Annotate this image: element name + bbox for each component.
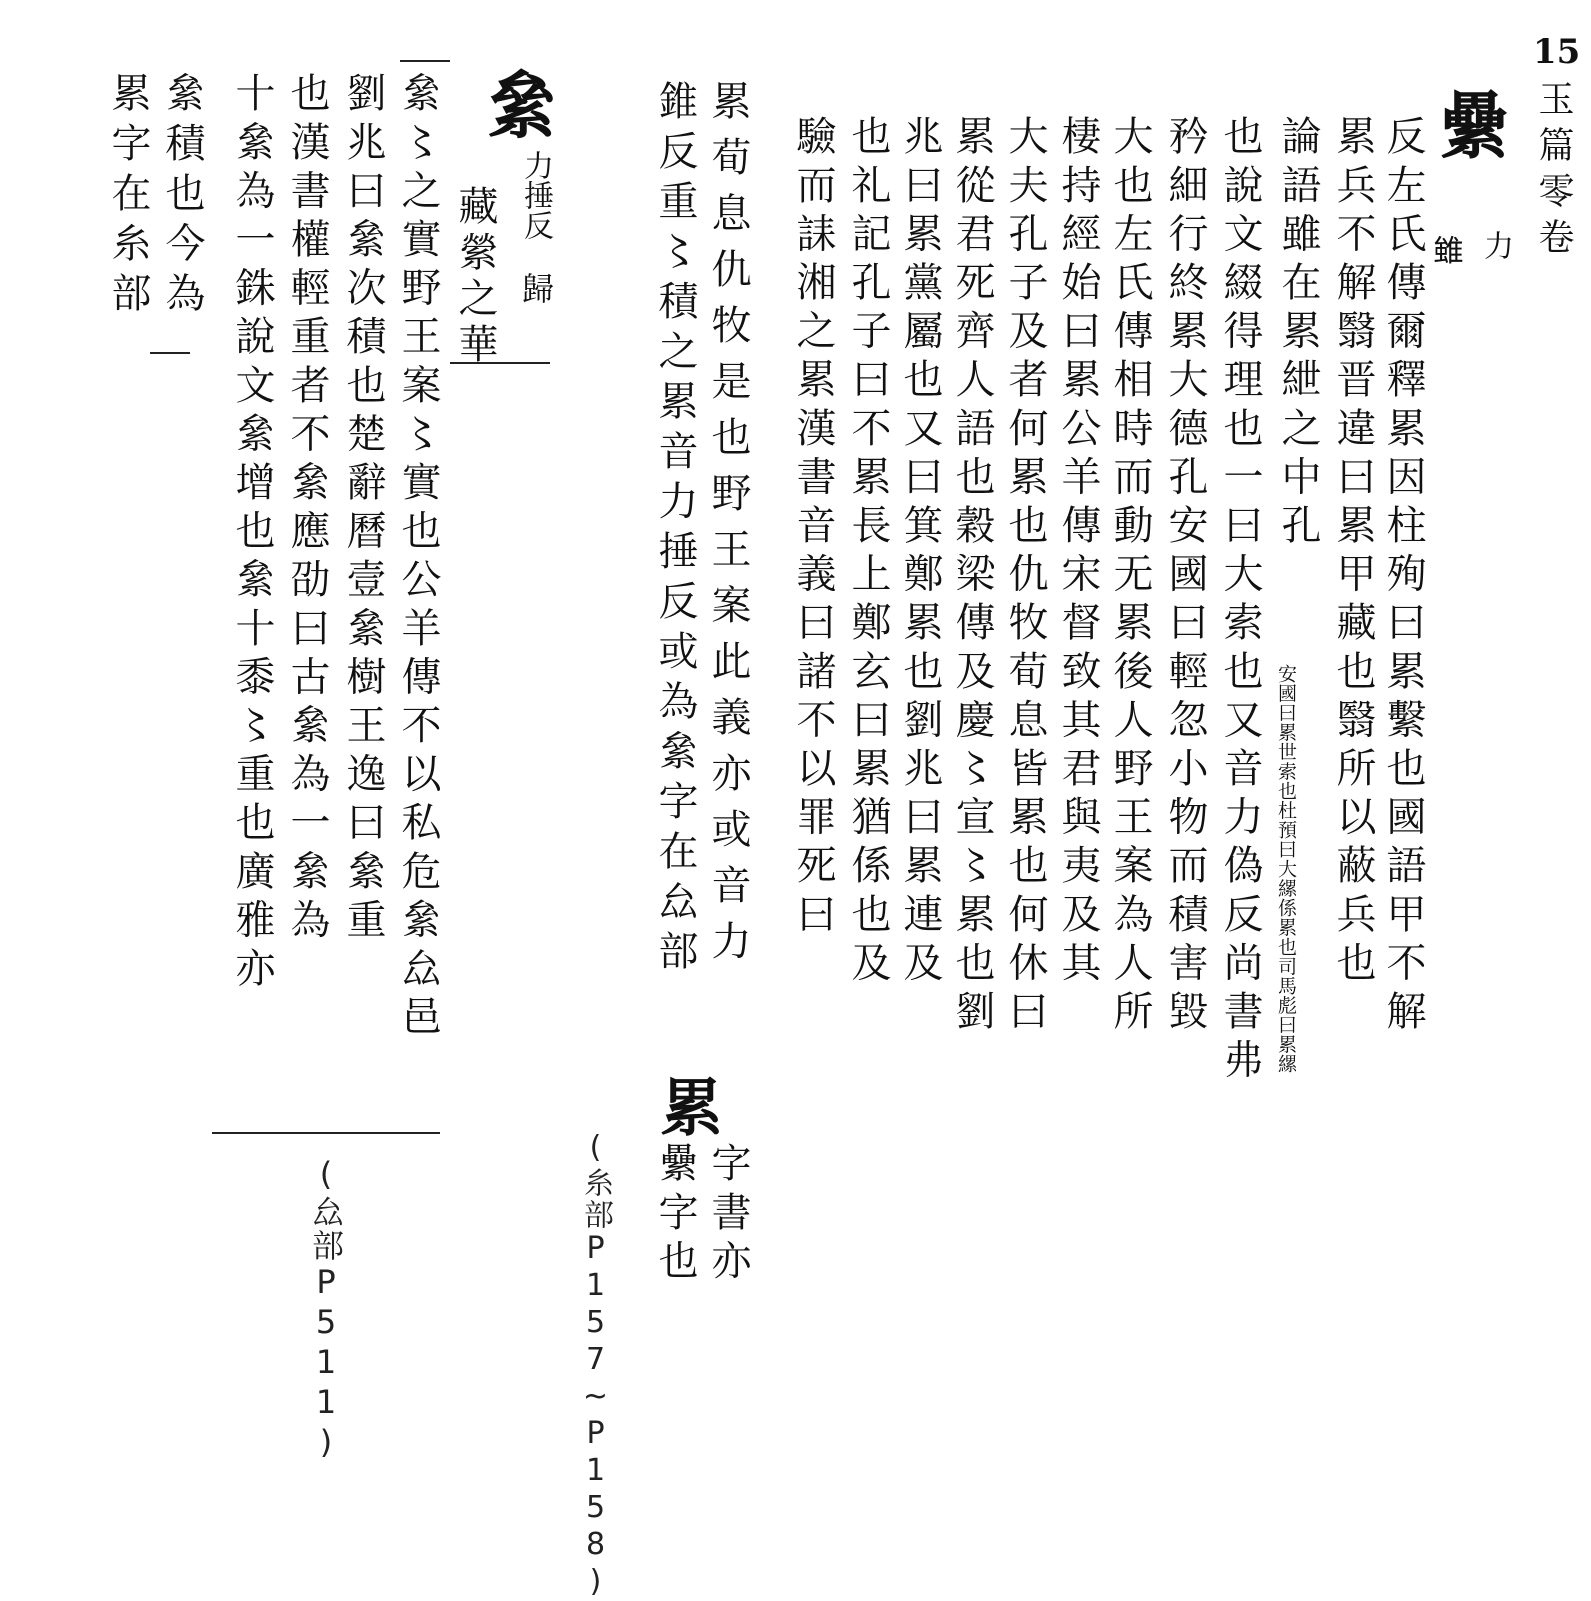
entry1-col-14: 錐反重〻積之累音力捶反或為絫字在厽部	[652, 80, 698, 980]
entry2-col-2: 絫〻之實野王案〻實也公羊傳不以私危絫厽邑	[395, 72, 441, 1044]
entry1-reading-b: 𨿽	[1430, 236, 1465, 266]
entry1-col-2: 累兵不解翳晋違曰累甲藏也翳所以蔽兵也	[1330, 115, 1376, 990]
entry2-col-3: 劉兆曰絫次積也楚辭曆壹絫樹王逸曰絫重	[340, 72, 386, 947]
entry1-col-12: 驗而誄湘之累漢書音義曰諸不以罪死曰	[790, 115, 836, 942]
entry2-col-4: 也漢書權輕重者不絫應劭曰古絫為一絫為	[284, 72, 330, 947]
page-number: 15	[1533, 32, 1581, 72]
entry2-reading: 力捶反	[518, 150, 553, 240]
entry1-col-3: 論語雖在累紲之中孔	[1275, 115, 1321, 553]
page-title: 玉篇零卷	[1533, 80, 1574, 264]
entry1-col-11: 也礼記孔子曰不累長上鄭玄曰累猶係也及	[845, 115, 891, 990]
entry2-col-1: 藏縈之華	[452, 185, 498, 369]
entry2-col-7: 累字在糸部	[105, 72, 151, 322]
entry2-head-char: 絫	[474, 68, 559, 140]
entry1-col-5: 矜細行終累大德孔安國曰輕忽小物而積害毀	[1162, 115, 1208, 1039]
entry1-col-6: 大也左氏傳相時而動无累後人野王案為人所	[1107, 115, 1153, 1039]
entry1-sub-col-2: 纍字也	[652, 1142, 698, 1288]
entry1-col-7: 棲持經始曰累公羊傳宋督致其君與夷及其	[1055, 115, 1101, 990]
entry1-col-13: 累荀息仇牧是也野王案此義亦或音力	[705, 80, 751, 976]
divider-bottom	[212, 1132, 440, 1134]
entry1-sub-col-1: 字書亦	[705, 1142, 751, 1288]
margin-note-2: (厽部P511)	[307, 1155, 345, 1463]
entry2-col-5: 十絫為一銖說文絫增也絫十黍〻重也廣雅亦	[229, 72, 275, 996]
entry2-reading-2: 歸	[517, 272, 555, 304]
entry1-col-4: 也說文綴得理也一曰大索也又音力偽反尚書弗	[1217, 115, 1263, 1087]
entry1-interlinear-note: 安國曰累世索也杜預曰大縲係累也司馬彪曰累縲	[1274, 664, 1297, 1074]
divider-short	[150, 352, 190, 354]
entry1-sub-head-char: 累	[650, 1075, 723, 1137]
entry1-col-10: 兆曰累黨屬也又曰箕鄭累也劉兆曰累連及	[897, 115, 943, 990]
entry1-col-1: 反左氏傳爾釋累因柱殉曰累繫也國語甲不解	[1380, 115, 1426, 1039]
entry2-col-6: 絫積也今為	[159, 72, 205, 322]
margin-note-1: (糸部P157~P158)	[578, 1130, 613, 1601]
entry1-reading-a: 力	[1478, 230, 1513, 260]
entry1-col-9: 累從君死齊人語也穀梁傳及慶〻宣〻累也劉	[949, 115, 995, 1039]
divider-top	[400, 60, 450, 62]
entry1-head-char: 纍	[1426, 88, 1511, 160]
entry1-col-8: 大夫孔子及者何累也仇牧荀息皆累也何休曰	[1002, 115, 1048, 1039]
